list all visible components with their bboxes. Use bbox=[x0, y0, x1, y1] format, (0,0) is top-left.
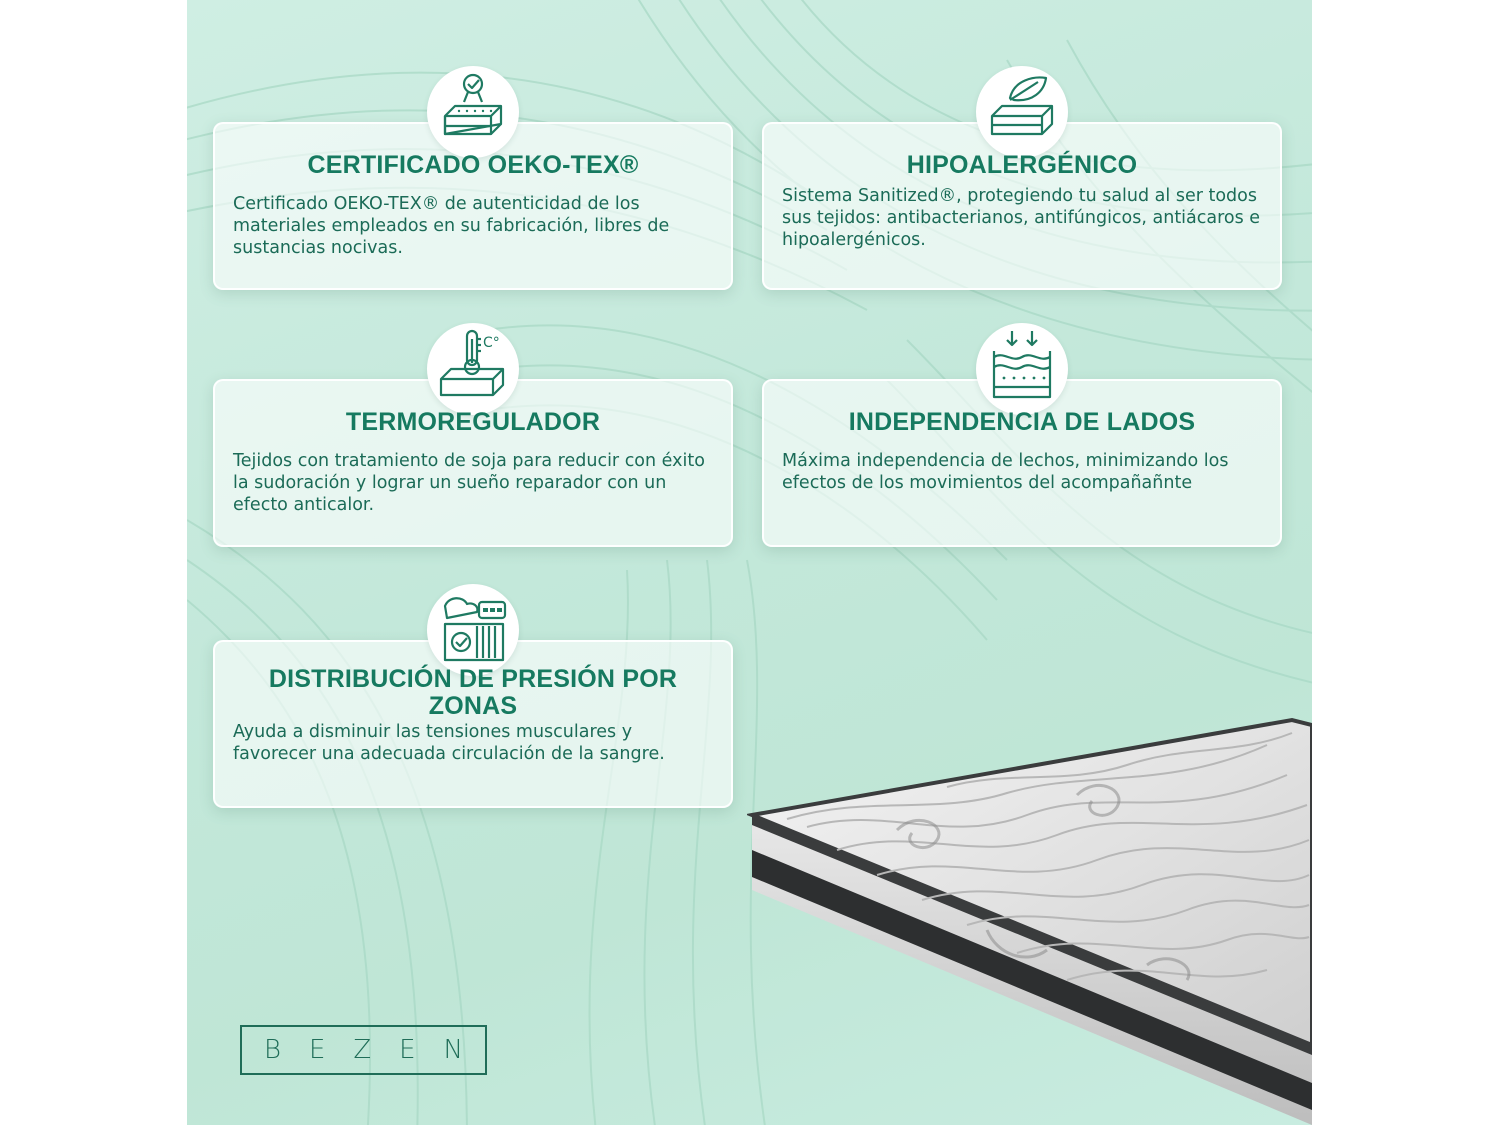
feature-description: Sistema Sanitized®, protegiendo tu salud al ser todos sus tejidos: antibacterianos, antifúngicos, antiácaros e hipoalergénicos. bbox=[782, 186, 1261, 250]
feature-description: Ayuda a disminuir las tensiones musculares y favorecer una adecuada circulación de la sangre. bbox=[233, 722, 665, 764]
product-infographic bbox=[187, 0, 1312, 1125]
feature-title: TERMOREGULADOR bbox=[345, 408, 601, 436]
brand-letter: E bbox=[399, 1035, 416, 1065]
feature-card-termoregulador bbox=[213, 335, 733, 547]
feature-description: Máxima independencia de lechos, minimizando los efectos de los movimientos del acompañañnte bbox=[782, 451, 1229, 493]
feature-card-oeko-tex bbox=[213, 122, 733, 290]
brand-letter: Z bbox=[353, 1035, 372, 1065]
mattress-product-image bbox=[747, 715, 1312, 1125]
brand-letter: E bbox=[308, 1035, 326, 1065]
feature-title: INDEPENDENCIA DE LADOS bbox=[848, 408, 1196, 436]
brand-letter: B bbox=[263, 1035, 281, 1065]
brand-letter: N bbox=[443, 1035, 463, 1065]
feature-description: Tejidos con tratamiento de soja para reducir con éxito la sudoración y lograr un sueño reparador con un efecto anticalor. bbox=[233, 451, 705, 515]
thermometer-mattress-icon bbox=[427, 323, 519, 415]
brand-logo bbox=[240, 1025, 487, 1075]
leaf-mattress-icon bbox=[976, 66, 1068, 158]
feature-card-hipoalergenico bbox=[762, 122, 1282, 290]
zones-mattress-icon bbox=[427, 584, 519, 676]
feature-title: HIPOALERGÉNICO bbox=[906, 151, 1138, 179]
feature-description: Certificado OEKO-TEX® de autenticidad de los materiales empleados en su fabricación, libres de sustancias nocivas. bbox=[233, 194, 670, 258]
feature-card-distribucion bbox=[213, 640, 733, 808]
feature-card-independencia bbox=[762, 379, 1282, 547]
feature-title: DISTRIBUCIÓN DE PRESIÓN POR ZONAS bbox=[268, 665, 678, 720]
feature-title: CERTIFICADO OEKO-TEX® bbox=[307, 151, 639, 179]
pressure-layers-icon bbox=[976, 323, 1068, 415]
certified-mattress-icon bbox=[427, 66, 519, 158]
svg-text:C°: C° bbox=[483, 335, 500, 351]
